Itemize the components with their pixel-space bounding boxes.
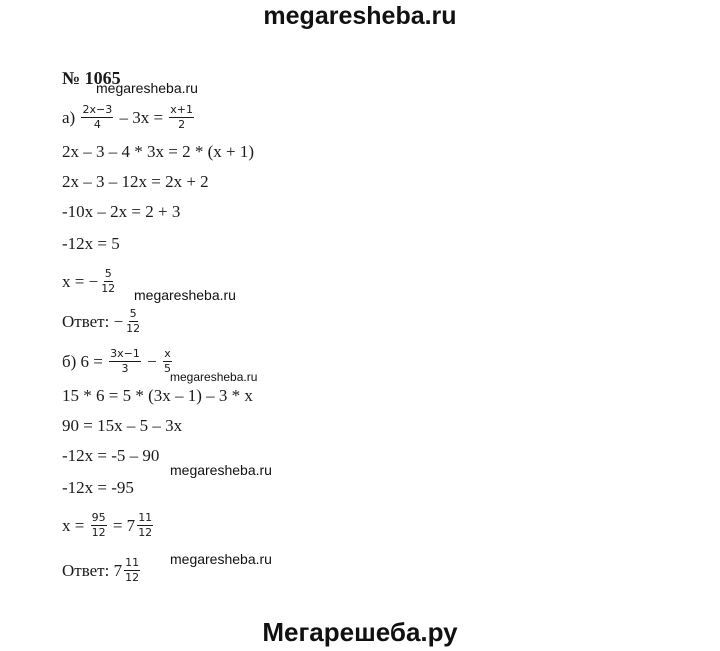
denominator: 12 — [125, 571, 140, 584]
line-middle: = 7 — [108, 515, 136, 535]
numerator: 11 — [125, 556, 140, 569]
numerator: 95 — [91, 511, 106, 524]
part-a-equation — [62, 104, 196, 131]
denominator: 12 — [101, 282, 116, 295]
denominator: 2 — [178, 118, 186, 131]
fraction — [125, 308, 141, 335]
solution-line: 90 = 15x – 5 – 3x — [62, 416, 183, 435]
answer-label: Ответ: 7 — [62, 560, 123, 580]
numerator: x — [164, 347, 171, 360]
numerator: 5 — [129, 307, 137, 320]
solution-line: 2x – 3 – 4 * 3x = 2 * (x + 1) — [62, 142, 254, 161]
site-footer: Мегарешеба.ру — [262, 617, 458, 647]
numerator: x+1 — [170, 103, 194, 116]
part-a-label: а) — [62, 107, 76, 127]
solution-line: -10x – 2x = 2 + 3 — [62, 202, 181, 221]
part-b-label: б) 6 = — [62, 351, 108, 371]
site-header: megaresheba.ru — [263, 2, 457, 30]
equation-middle: − — [142, 351, 161, 371]
solution-line: -12x = -95 — [62, 478, 134, 497]
solution-line — [62, 512, 155, 539]
denominator: 3 — [121, 362, 129, 375]
task-number: № 1065 — [62, 68, 121, 88]
line-prefix: x = − — [62, 271, 99, 291]
part-b-equation — [62, 348, 174, 375]
answer-line — [62, 557, 142, 584]
equation-middle: – 3x = — [115, 107, 168, 127]
fraction — [81, 104, 113, 131]
solution-line: 15 * 6 = 5 * (3x – 1) – 3 * x — [62, 386, 253, 405]
fraction — [91, 512, 107, 539]
denominator: 5 — [163, 362, 171, 375]
answer-label: Ответ: − — [62, 311, 124, 331]
watermark: megaresheba.ru — [134, 287, 236, 303]
line-prefix: x = — [62, 515, 89, 535]
numerator: 5 — [104, 267, 112, 280]
watermark: megaresheba.ru — [170, 462, 272, 478]
fraction — [124, 557, 140, 584]
solution-line: 2x – 3 – 12x = 2x + 2 — [62, 172, 209, 191]
watermark: megaresheba.ru — [170, 370, 258, 384]
denominator: 12 — [91, 526, 106, 539]
solution-line: -12x = 5 — [62, 234, 120, 253]
numerator: 11 — [138, 511, 153, 524]
denominator: 12 — [138, 526, 153, 539]
watermark: megaresheba.ru — [96, 80, 198, 96]
numerator: 3x−1 — [110, 347, 140, 360]
watermark: megaresheba.ru — [170, 551, 272, 567]
fraction — [100, 268, 116, 295]
fraction — [109, 348, 141, 375]
fraction — [169, 104, 194, 131]
fraction — [137, 512, 153, 539]
denominator: 12 — [126, 322, 141, 335]
answer-line — [62, 308, 143, 335]
solution-line: -12x = -5 – 90 — [62, 446, 160, 465]
numerator: 2x−3 — [82, 103, 113, 116]
denominator: 4 — [93, 118, 101, 131]
solution-line — [62, 268, 118, 295]
